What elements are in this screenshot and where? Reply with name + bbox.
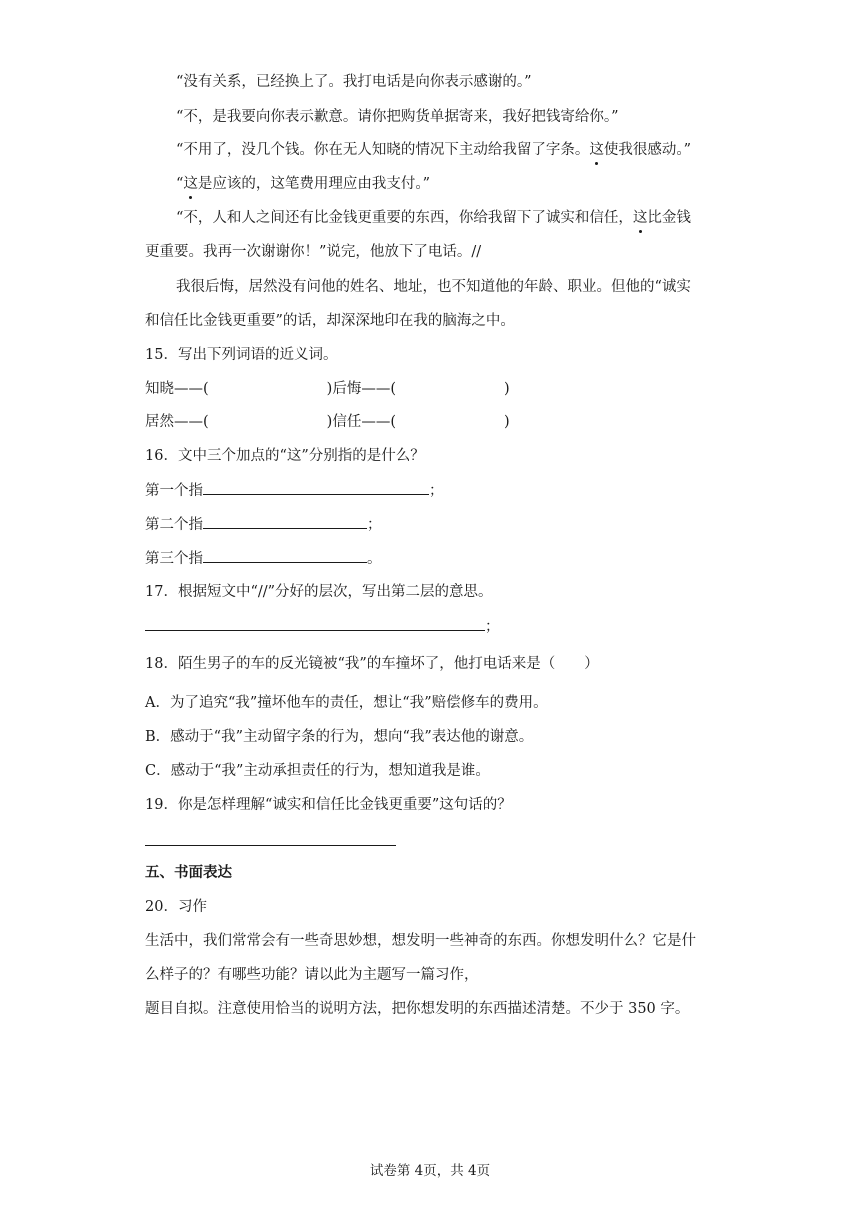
- passage-paragraph-5-cont: 更重要。我再一次谢谢你！”说完，他放下了电话。//: [145, 244, 482, 260]
- q19-stem: 19．你是怎样理解“诚实和信任比金钱更重要”这句话的？: [145, 797, 512, 813]
- passage-paragraph-6: 我很后悔，居然没有问他的姓名、地址，也不知道他的年龄、职业。但他的“诚实: [176, 279, 691, 295]
- q16-blank-1[interactable]: [203, 480, 429, 495]
- q16-stem: 16．文中三个加点的“这”分别指的是什么？: [145, 448, 425, 464]
- passage-paragraph-3: “不用了，没几个钱。你在无人知晓的情况下主动给我留了字条。这使我很感动。”: [176, 142, 692, 158]
- q16-answer-row-1: 第一个指 ；: [145, 480, 444, 501]
- q18-option-a[interactable]: A．为了追究“我”撞坏他车的责任，想让“我”赔偿修车的费用。: [145, 695, 548, 711]
- passage-paragraph-5: “不，人和人之间还有比金钱更重要的东西，你给我留下了诚实和信任，这比金钱: [176, 210, 691, 226]
- q15-row-1: 知晓——( )后悔——( ): [145, 381, 510, 397]
- section-5-title: 五、书面表达: [145, 865, 232, 881]
- passage-paragraph-6-cont: 和信任比金钱更重要”的话，却深深地印在我的脑海之中。: [145, 313, 515, 329]
- q17-stem: 17．根据短文中“//”分好的层次，写出第二层的意思。: [145, 584, 493, 600]
- q15-stem: 15．写出下列词语的近义词。: [145, 347, 338, 363]
- q15-row-2: 居然——( )信任——( ): [145, 414, 510, 430]
- dotted-zhe-2: 这: [183, 176, 198, 192]
- passage-paragraph-2: “不，是我要向你表示歉意。请你把购货单据寄来，我好把钱寄给你。”: [176, 109, 619, 125]
- q16-answer-row-3: 第三个指 。: [145, 548, 382, 569]
- dotted-zhe-3: 这: [632, 210, 648, 226]
- q20-prompt-line-2: 么样子的？有哪些功能？请以此为主题写一篇习作，: [145, 967, 479, 983]
- q18-option-b[interactable]: B．感动于“我”主动留字条的行为，想向“我”表达他的谢意。: [145, 729, 534, 745]
- q17-answer-row: ；: [145, 616, 500, 637]
- passage-paragraph-4: “这是应该的，这笔费用理应由我支付。”: [176, 176, 431, 192]
- q17-blank[interactable]: [145, 616, 485, 631]
- q20-label: 20．习作: [145, 899, 207, 915]
- q18-option-c[interactable]: C．感动于“我”主动承担责任的行为，想知道我是谁。: [145, 763, 490, 779]
- q20-prompt-line-1: 生活中，我们常常会有一些奇思妙想，想发明一些神奇的东西。你想发明什么？它是什: [145, 933, 696, 949]
- q20-prompt-line-3: 题目自拟。注意使用恰当的说明方法，把你想发明的东西描述清楚。不少于 350 字。: [145, 1001, 690, 1017]
- dotted-zhe-1: 这: [589, 142, 604, 158]
- q19-answer-line[interactable]: [145, 845, 396, 846]
- q16-blank-3[interactable]: [203, 548, 367, 563]
- page-footer: 试卷第 4页，共 4页: [369, 1163, 491, 1179]
- q16-blank-2[interactable]: [203, 514, 367, 529]
- passage-paragraph-1: “没有关系，已经换上了。我打电话是向你表示感谢的。”: [176, 74, 532, 90]
- q18-stem: 18．陌生男子的车的反光镜被“我”的车撞坏了，他打电话来是（ ）: [145, 656, 599, 672]
- q16-answer-row-2: 第二个指 ；: [145, 514, 382, 535]
